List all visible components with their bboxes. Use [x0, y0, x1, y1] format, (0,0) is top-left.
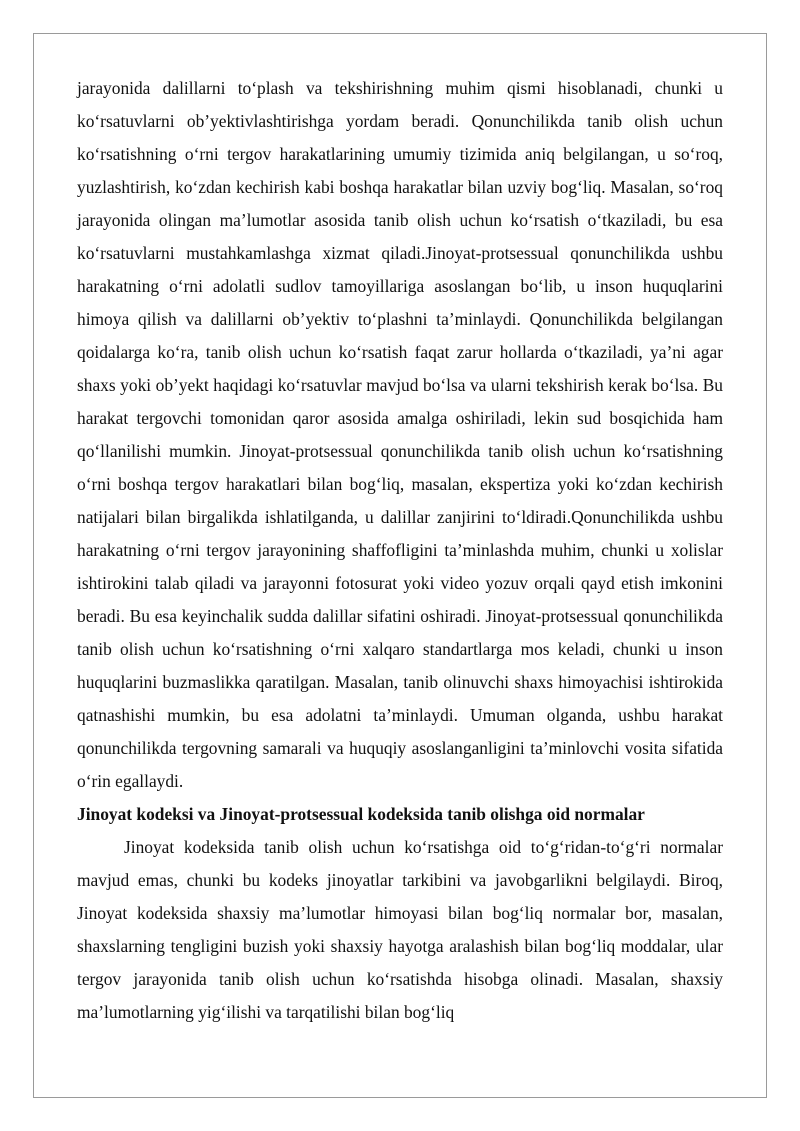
- body-paragraph: Jinoyat kodeksida tanib olish uchun ko‘rsatishga oid to‘g‘ridan-to‘g‘ri normalar mavjud emas, chunki bu kodeks jinoyatlar tarkibini va javobgarlikni belgilaydi. Biroq, Jinoyat kodeksida shaxsiy ma’lumotlar himoyasi bilan bog‘liq normalar bor, masalan, shaxslarning tengligini buzish yoki shaxsiy hayotga aralashish bilan bog‘liq moddalar, ular tergov jarayonida tanib olish uchun ko‘rsatishda hisobga olinadi. Masalan, shaxsiy ma’lumotlarning yig‘ilishi va tarqatilishi bilan bog‘liq: [77, 837, 723, 1022]
- document-body: [77, 72, 723, 1029]
- body-paragraph: jarayonida dalillarni to‘plash va tekshirishning muhim qismi hisoblanadi, chunki u ko‘rsatuvlarni ob’yektivlashtirishga yordam beradi. Qonunchilikda tanib olish uchun ko‘rsatishning o‘rni tergov harakatlarining umumiy tizimida aniq belgilangan, u so‘roq, yuzlashtirish, ko‘zdan kechirish kabi boshqa harakatlar bilan uzviy bog‘liq. Masalan, so‘roq jarayonida olingan ma’lumotlar asosida tanib olish uchun ko‘rsatish o‘tkaziladi, bu esa ko‘rsatuvlarni mustahkamlashga xizmat qiladi.Jinoyat-protsessual qonunchilikda ushbu harakatning o‘rni adolatli sudlov tamoyillariga asoslangan bo‘lib, u inson huquqlarini himoya qilish va dalillarni ob’yektiv to‘plashni ta’minlaydi. Qonunchilikda belgilangan qoidalarga ko‘ra, tanib olish uchun ko‘rsatish faqat zarur hollarda o‘tkaziladi, ya’ni agar shaxs yoki ob’yekt haqidagi ko‘rsatuvlar mavjud bo‘lsa va ularni tekshirish kerak bo‘lsa. Bu harakat tergovchi tomonidan qaror asosida amalga oshiriladi, lekin sud bosqichida ham qo‘llanilishi mumkin. Jinoyat-protsessual qonunchilikda tanib olish uchun ko‘rsatishning o‘rni boshqa tergov harakatlari bilan bog‘liq, masalan, ekspertiza yoki ko‘zdan kechirish natijalari bilan birgalikda ishlatilganda, u dalillar zanjirini to‘ldiradi.Qonunchilikda ushbu harakatning o‘rni tergov jarayonining shaffofligini ta’minlashda muhim, chunki u xolislar ishtirokini talab qiladi va jarayonni fotosurat yoki video yozuv orqali qayd etish imkonini beradi. Bu esa keyinchalik sudda dalillar sifatini oshiradi. Jinoyat-protsessual qonunchilikda tanib olish uchun ko‘rsatishning o‘rni xalqaro standartlarga mos keladi, chunki u inson huquqlarini buzmaslikka qaratilgan. Masalan, tanib olinuvchi shaxs himoyachisi ishtirokida qatnashishi mumkin, bu esa adolatni ta’minlaydi. Umuman olganda, ushbu harakat qonunchilikda tergovning samarali va huquqiy asoslanganligini ta’minlovchi vosita sifatida o‘rin egallaydi.: [77, 78, 723, 791]
- section-heading: Jinoyat kodeksi va Jinoyat-protsessual kodeksida tanib olishga oid normalar: [77, 804, 645, 824]
